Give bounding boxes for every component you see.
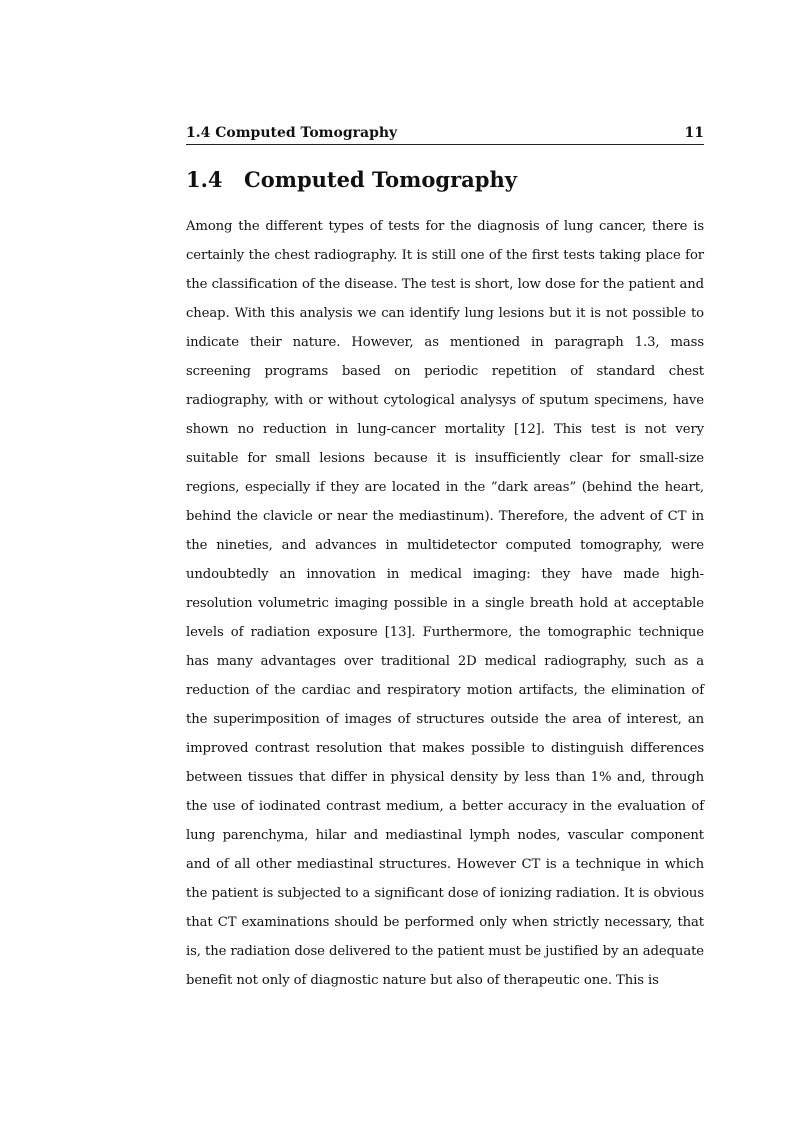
running-header <box>186 124 704 145</box>
page <box>186 124 704 995</box>
running-header-title: 1.4 Computed Tomography <box>186 125 398 141</box>
section-heading <box>186 167 704 193</box>
page-number: 11 <box>684 125 704 141</box>
section-title: Computed Tomography <box>244 167 517 192</box>
section-number: 1.4 <box>186 167 223 192</box>
body-paragraph: Among the different types of tests for the diagnosis of lung cancer, there is certainly the chest radiography. It is still one of the first tests taking place for the classification of the disease. The test is short, low dose for the patient and cheap. With this analysis we can identify lung lesions but it is not possible to indicate their nature. However, as mentioned in paragraph 1.3, mass screening programs based on periodic repetition of standard chest radiography, with or without cytological analysys of sputum specimens, have shown no reduction in lung-cancer mortality [12]. This test is not very suitable for small lesions because it is insufficiently clear for small-size regions, especially if they are located in the ”dark areas” (behind the heart, behind the clavicle or near the mediastinum). Therefore, the advent of CT in the nineties, and advances in multidetector computed tomography, were undoubtedly an innovation in medical imaging: they have made high-resolution volumetric imaging possible in a single breath hold at acceptable levels of radiation exposure [13]. Furthermore, the tomographic technique has many advantages over traditional 2D medical radiography, such as a reduction of the cardiac and respiratory motion artifacts, the elimination of the superimposition of images of structures outside the area of interest, an improved contrast resolution that makes possible to distinguish differences between tissues that differ in physical density by less than 1% and, through the use of iodinated contrast medium, a better accuracy in the evaluation of lung parenchyma, hilar and mediastinal lymph nodes, vascular component and of all other mediastinal structures. However CT is a technique in which the patient is subjected to a significant dose of ionizing radiation. It is obvious that CT examinations should be performed only when strictly necessary, that is, the radiation dose delivered to the patient must be justified by an adequate benefit not only of diagnostic nature but also of therapeutic one. This is <box>186 219 704 988</box>
